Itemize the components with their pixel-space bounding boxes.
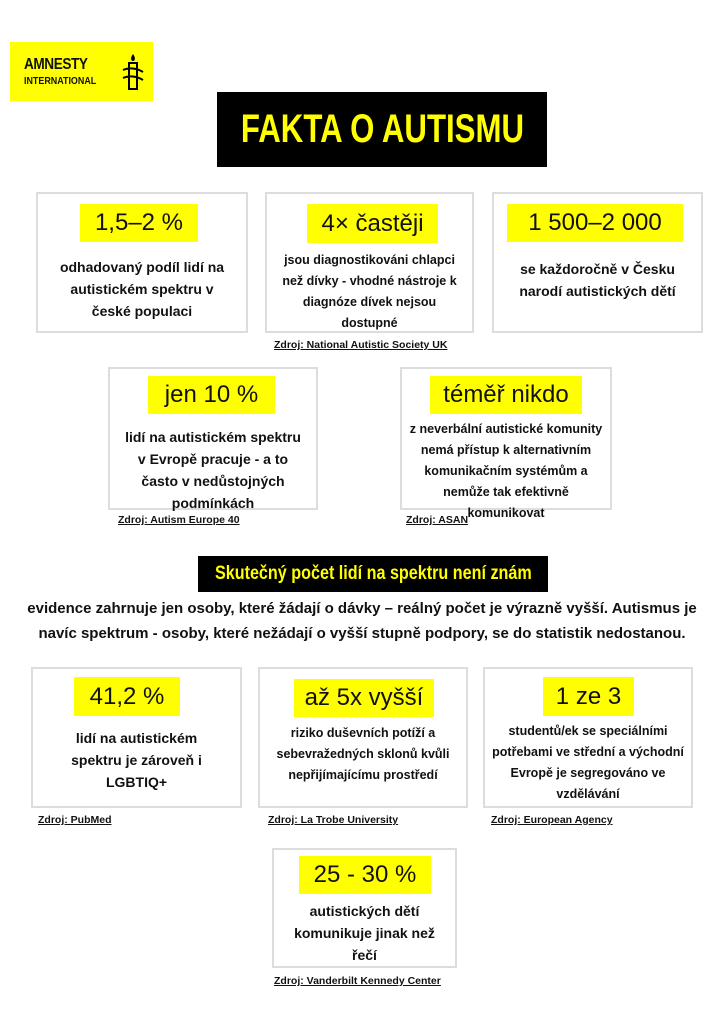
fact-card <box>36 192 248 333</box>
fact-text: autistických dětí komunikuje jinak než řečí <box>294 903 435 963</box>
fact-text: studentů/ek se speciálními potřebami ve střední a východní Evropě je segregováno ve vzdělávání <box>492 724 684 801</box>
page-title-text: FAKTA O AUTISMU <box>240 107 524 151</box>
fact-value: jen 10 % <box>148 376 275 414</box>
fact-text: jsou diagnostikováni chlapci než dívky - vhodné nástroje k diagnóze dívek nejsou dostupné <box>282 253 457 330</box>
source-link[interactable]: Zdroj: National Autistic Society UK <box>274 339 448 351</box>
source-link[interactable]: Zdroj: European Agency <box>491 814 613 826</box>
source-link[interactable]: Zdroj: PubMed <box>38 814 112 826</box>
fact-value: 1 ze 3 <box>543 677 634 716</box>
fact-value: až 5x vyšší <box>294 679 434 717</box>
fact-text: riziko duševních potíží a sebevražedných sklonů kvůli nepřijímajícímu prostředí <box>276 726 450 782</box>
source-link[interactable]: Zdroj: ASAN <box>406 514 469 526</box>
fact-text: odhadovaný podíl lidí na autistickém spektru v české populaci <box>59 259 225 319</box>
source-link[interactable]: Zdroj: Vanderbilt Kennedy Center <box>274 975 441 987</box>
source-link[interactable]: Zdroj: Autism Europe 40 <box>118 514 240 526</box>
fact-text: lidí na autistickém spektru v Evropě pracuje - a to často v nedůstojných podmínkách <box>125 429 301 511</box>
fact-value: 1 500–2 000 <box>507 204 683 242</box>
amnesty-logo <box>10 42 153 101</box>
fact-card <box>483 667 693 808</box>
fact-value: 41,2 % <box>74 677 180 716</box>
candle-barbed-wire-icon <box>120 52 146 92</box>
fact-value: téměř nikdo <box>430 376 582 414</box>
fact-value: 25 - 30 % <box>299 856 431 894</box>
source-link[interactable]: Zdroj: La Trobe University <box>268 814 399 826</box>
logo-text-amnesty: AMNESTY <box>24 56 88 73</box>
fact-card <box>108 367 318 510</box>
fact-card <box>272 848 457 968</box>
page-title <box>217 92 547 167</box>
fact-value: 4× častěji <box>307 204 438 243</box>
fact-text: lidí na autistickém spektru je zároveň i LGBTIQ+ <box>71 730 202 790</box>
fact-text: se každoročně v Česku narodí autistických dětí <box>519 261 676 299</box>
section-banner-text: Skutečný počet lidí na spektru není znám <box>214 563 532 584</box>
fact-card <box>31 667 242 808</box>
fact-card <box>492 192 703 333</box>
section-banner <box>198 556 548 592</box>
fact-card <box>258 667 468 808</box>
logo-text-international: INTERNATIONAL <box>24 75 97 87</box>
fact-value: 1,5–2 % <box>80 204 198 242</box>
fact-text: z neverbální autistické komunity nemá přístup k alternativním komunikačním systémům a nemůže tak efektivně komunikovat <box>409 422 603 520</box>
section-paragraph: evidence zahrnuje jen osoby, které žádají o dávky – reálný počet je výrazně vyšší. Autismus je navíc spektrum - osoby, které nežádají o vyšší stupně podpory, se do statistik nedostanou. <box>27 600 697 642</box>
fact-card <box>265 192 474 333</box>
